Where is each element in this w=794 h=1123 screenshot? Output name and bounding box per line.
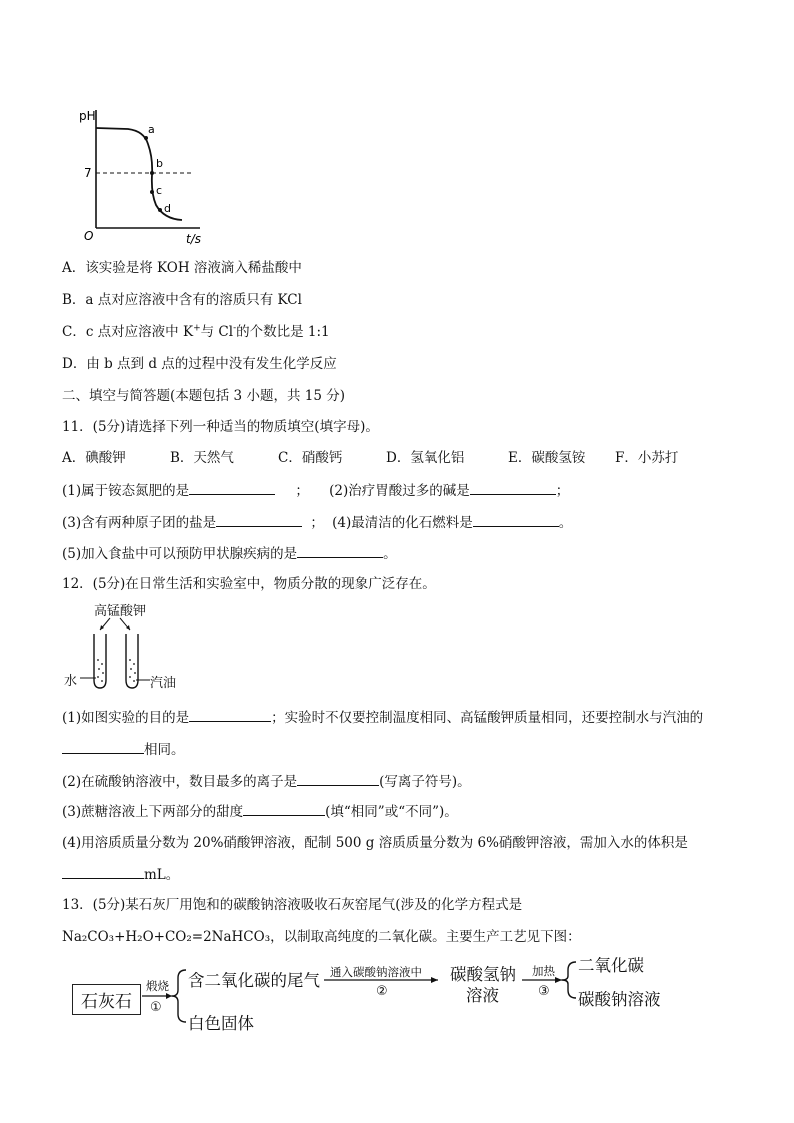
fig-label-water: 水	[64, 674, 78, 689]
label-c: c	[156, 184, 163, 197]
q13-stem: 13．(5分)某石灰厂用饱和的碳酸钠溶液吸收石灰窑尾气(涉及的化学方程式是	[62, 897, 523, 913]
q11-blank-5[interactable]	[297, 543, 383, 558]
q12-row4b	[62, 864, 179, 885]
q11-row3	[62, 543, 397, 564]
q11-period-1: 。	[558, 515, 573, 531]
q11-stem: 11．(5分)请选择下列一种适当的物质填空(填字母)。	[62, 419, 379, 435]
q11-row2	[62, 512, 572, 533]
q12-p4b: mL。	[144, 867, 180, 883]
graph-seven-label: 7	[84, 166, 92, 180]
flow-start-box: 石灰石	[72, 984, 141, 1015]
q10-option-a: A．该实验是将 KOH 溶液滴入稀盐酸中	[62, 260, 302, 276]
q10-c-sup-minus: -	[233, 323, 237, 334]
fig-label-gasoline: 汽油	[150, 676, 177, 691]
q12-p1c: 相同。	[144, 742, 185, 758]
point-b	[150, 171, 154, 175]
q11-p1a: (1)属于铵态氮肥的是	[62, 483, 190, 499]
flow-out2: 碳酸钠溶液	[578, 990, 661, 1009]
flow-step2-num: ②	[376, 984, 388, 999]
q12-row1	[62, 707, 703, 728]
q11-row1	[62, 480, 569, 501]
brace-right	[562, 962, 576, 998]
q11-period-2: 。	[383, 546, 397, 562]
brace-left	[172, 970, 186, 1022]
q12-p2a: (2)在硫酸钠溶液中，数目最多的离子是	[62, 774, 298, 790]
flow-gas: 含二氧化碳的尾气	[188, 971, 320, 990]
q12-blank-4[interactable]	[243, 801, 325, 816]
graph-ylabel: pH	[79, 109, 96, 123]
q12-blank-2[interactable]	[62, 739, 144, 754]
q10-option-c	[62, 322, 330, 342]
q12-p1a: (1)如图实验的目的是	[62, 710, 190, 726]
q12-blank-5[interactable]	[62, 864, 144, 879]
q11-semi-3: ；	[310, 515, 324, 531]
flow-mid1: 碳酸氢钠	[450, 965, 516, 984]
q12-p1b: ；实验时不仅要控制温度相同、高锰酸钾质量相同，还要控制水与汽油的	[271, 710, 704, 726]
flow-solid: 白色固体	[188, 1014, 254, 1033]
graph-xlabel: t/s	[186, 232, 201, 245]
flow-out1: 二氧化碳	[578, 956, 644, 975]
q13-equation: Na₂CO₃+H₂O+CO₂=2NaHCO₃，以制取高纯度的二氧化碳。主要生产工艺见下图：	[62, 929, 581, 945]
q12-blank-1[interactable]	[189, 707, 271, 722]
tube-left	[94, 634, 106, 688]
q11-opt-b: B．天然气	[170, 450, 234, 466]
flow-step3-num: ③	[538, 984, 550, 999]
section2-title: 二、填空与简答题(本题包括 3 小题，共 15 分)	[62, 388, 345, 404]
q12-row4: (4)用溶质质量分数为 20%硝酸钾溶液，配制 500 g 溶质质量分数为 6%硝酸钾溶液，需加入水的体积是	[62, 835, 688, 851]
q10-c-sup-plus: +	[193, 323, 201, 334]
q10-c-pre: C．c 点对应溶液中 K	[62, 324, 194, 340]
q11-blank-1[interactable]	[189, 480, 275, 495]
q11-options	[62, 448, 678, 468]
q11-opt-a: A．碘酸钾	[62, 450, 126, 466]
label-a: a	[148, 123, 155, 136]
q10-c-mid: 与 Cl	[200, 324, 234, 340]
flow-mid2: 溶液	[466, 986, 499, 1005]
q10-c-post: 的个数比是 1:1	[236, 324, 330, 340]
q11-blank-3[interactable]	[216, 512, 302, 527]
q11-p3b: (4)最清洁的化石燃料是	[332, 515, 473, 531]
q12-row3	[62, 801, 458, 822]
label-b: b	[156, 157, 163, 170]
q12-row1b	[62, 739, 185, 760]
q12-figure	[62, 600, 192, 692]
fig-label-kmno4: 高锰酸钾	[94, 604, 147, 619]
q11-p3a: (3)含有两种原子团的盐是	[62, 515, 217, 531]
flow-diagram	[62, 952, 682, 1032]
flow-step3-label: 加热	[532, 964, 555, 978]
q10-option-d: D．由 b 点到 d 点的过程中没有发生化学反应	[62, 356, 337, 372]
q11-opt-d: D．氢氧化铝	[386, 450, 465, 466]
q10-option-b: B．a 点对应溶液中含有的溶质只有 KCl	[62, 292, 302, 308]
q12-p3b: (填“相同”或“不同”)。	[325, 804, 458, 820]
q11-p5: (5)加入食盐中可以预防甲状腺疾病的是	[62, 546, 298, 562]
q11-semi-2: ；	[555, 483, 570, 499]
q12-stem: 12．(5分)在日常生活和实验室中，物质分散的现象广泛存在。	[62, 576, 436, 592]
flow-step1-label: 煅烧	[146, 979, 169, 993]
q12-p3a: (3)蔗糖溶液上下两部分的甜度	[62, 804, 244, 820]
q11-p1b: (2)治疗胃酸过多的碱是	[329, 483, 470, 499]
q12-row2	[62, 771, 471, 792]
point-a	[144, 136, 148, 140]
q11-blank-4[interactable]	[473, 512, 559, 527]
q11-opt-e: E．碳酸氢铵	[508, 450, 586, 466]
q12-blank-3[interactable]	[297, 771, 379, 786]
q11-semi-1: ；	[295, 483, 309, 499]
ph-time-graph	[78, 100, 208, 245]
q11-blank-2[interactable]	[470, 480, 556, 495]
point-c	[150, 190, 154, 194]
q11-opt-f: F．小苏打	[615, 450, 679, 466]
q12-p2b: (写离子符号)。	[379, 774, 471, 790]
point-d	[158, 208, 162, 212]
flow-step1-num: ①	[150, 1000, 162, 1015]
label-d: d	[164, 202, 171, 215]
graph-origin: O	[84, 229, 94, 243]
q11-opt-c: C．硝酸钙	[278, 450, 343, 466]
flow-step2-label: 通入碳酸钠溶液中	[330, 965, 422, 979]
